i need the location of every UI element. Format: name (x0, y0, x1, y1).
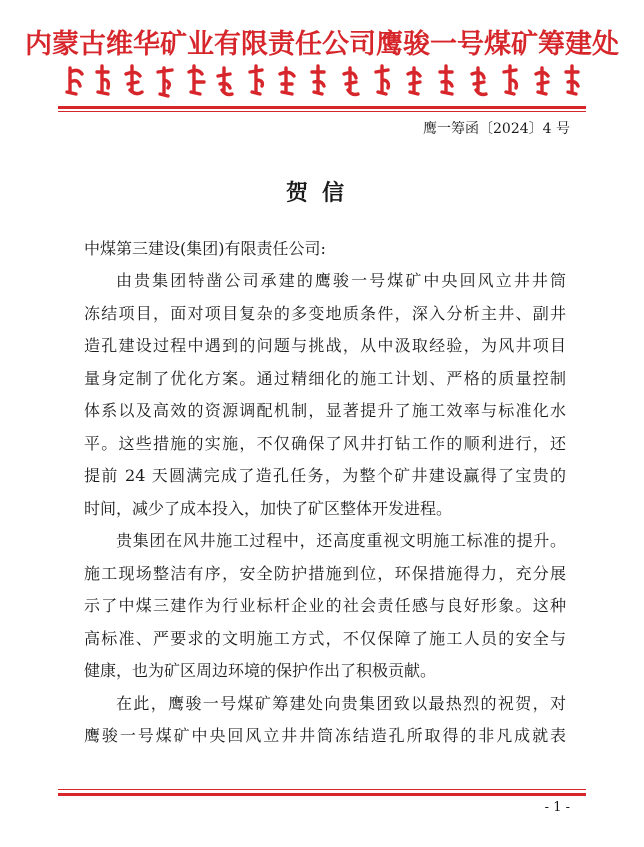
paragraph-line: 健康，也为矿区周边环境的保护作出了积极贡献。 (84, 661, 437, 680)
paragraph-line: 示了中煤三建作为行业标杆企业的社会责任感与良好形象。这种 (84, 596, 566, 615)
footer-rule-thin (58, 789, 586, 790)
paragraph-line: 冻结项目，面对项目复杂的多变地质条件，深入分析主井、副井 (84, 304, 566, 323)
paragraph-line: 体系以及高效的资源调配机制，显著提升了施工效率与标准化水 (84, 401, 566, 420)
paragraph-line: 时间，减少了成本投入，加快了矿区整体开发进程。 (84, 499, 453, 518)
salutation: 中煤第三建设(集团)有限责任公司: (84, 239, 326, 258)
paragraph-line: 平。这些措施的实施，不仅确保了风井打钻工作的顺利进行，还 (84, 434, 566, 453)
page-number: - 1 - (544, 800, 570, 815)
letterhead-rule-thick (58, 106, 586, 109)
footer-rule-thick (58, 793, 586, 796)
document-number: 鹰一筹函〔2024〕4 号 (423, 121, 570, 137)
paragraph-line: 由贵集团特凿公司承建的鹰骏一号煤矿中央回风立井井筒 (116, 271, 566, 290)
paragraph-line: 量身定制了优化方案。通过精细化的施工计划、严格的质量控制 (84, 369, 566, 388)
document-title: 贺信 (285, 180, 358, 206)
paragraph-line: 提前 24 天圆满完成了造孔任务，为整个矿井建设赢得了宝贵的 (84, 466, 566, 485)
paragraph-line: 高标准、严要求的文明施工方式，不仅保障了施工人员的安全与 (84, 629, 566, 648)
mongolian-script-icon (64, 58, 584, 100)
paragraph-line: 施工现场整洁有序，安全防护措施到位，环保措施得力，充分展 (84, 564, 566, 583)
paragraph-line: 造孔建设过程中遇到的问题与挑战，从中汲取经验，为风井项目 (84, 336, 566, 355)
paragraph-line: 鹰骏一号煤矿中央回风立井井筒冻结造孔所取得的非凡成就表 (84, 726, 566, 745)
paragraph-line: 在此，鹰骏一号煤矿筹建处向贵集团致以最热烈的祝贺，对 (116, 694, 566, 713)
letterhead-rule-thin (58, 111, 586, 112)
letterhead-title: 内蒙古维华矿业有限责任公司鹰骏一号煤矿筹建处 (25, 29, 619, 60)
paragraph-line: 贵集团在风井施工过程中，还高度重视文明施工标准的提升。 (116, 531, 566, 550)
